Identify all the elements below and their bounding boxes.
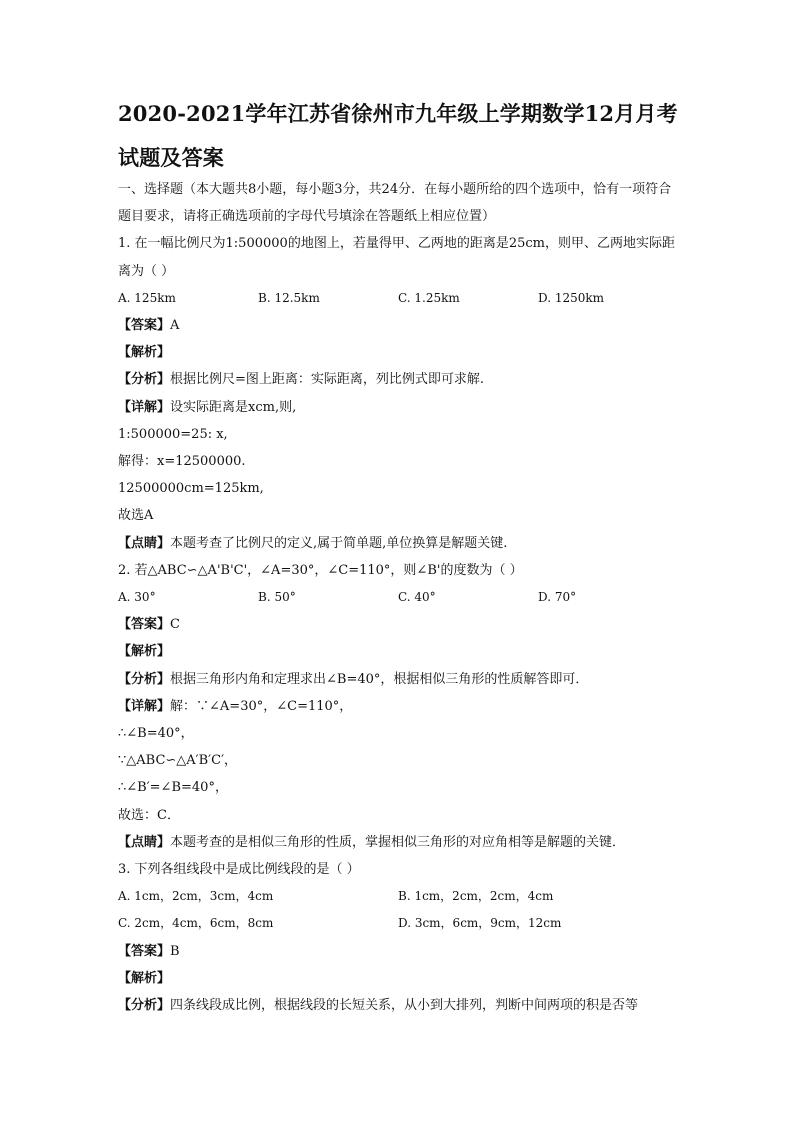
answer-line xyxy=(118,611,678,638)
xiangjie-line xyxy=(118,394,678,421)
answer-tag: 【答案】 xyxy=(118,617,171,633)
question-3-options-row-2 xyxy=(118,910,678,937)
dianjing-tag: 【点睛】 xyxy=(118,834,171,850)
option-c: C. 2cm，4cm，6cm，8cm xyxy=(118,916,274,931)
dianjing-line xyxy=(118,829,678,856)
xiangjie-tag: 【详解】 xyxy=(118,698,171,714)
section-heading: 一、选择题（本大题共8小题，每小题3分，共24分．在每小题所给的四个选项中，恰有一项符合题目要求，请将正确选项前的字母代号填涂在答题纸上相应位置） xyxy=(118,182,672,225)
option-a: A. 30° xyxy=(118,590,156,605)
solution-step: 故选：C． xyxy=(118,807,180,823)
analysis-tag: 【解析】 xyxy=(118,970,171,986)
answer-value: C xyxy=(170,617,180,633)
option-a: A. 1cm，2cm，3cm，4cm xyxy=(118,889,274,904)
xiangjie-line xyxy=(118,693,678,720)
option-c: C. 40° xyxy=(398,590,436,605)
fenxi-line xyxy=(118,666,678,693)
answer-tag: 【答案】 xyxy=(118,943,171,959)
fenxi-text: 根据三角形内角和定理求出∠B=40°，根据相似三角形的性质解答即可． xyxy=(170,671,589,687)
answer-line xyxy=(118,312,678,339)
solution-step: ∵△ABC∽△A′B′C′， xyxy=(118,753,238,769)
xiangjie-text: 解：∵∠A=30°，∠C=110°， xyxy=(170,698,353,714)
xiangjie-tag: 【详解】 xyxy=(118,399,171,415)
analysis-tag: 【解析】 xyxy=(118,644,171,660)
answer-line xyxy=(118,938,678,965)
option-c: C. 1.25km xyxy=(398,290,460,305)
solution-step: 故选A xyxy=(118,508,154,524)
fenxi-text: 根据比例尺=图上距离：实际距离，列比例式即可求解. xyxy=(170,372,485,388)
answer-value: B xyxy=(170,943,180,959)
document-title: 2020-2021学年江苏省徐州市九年级上学期数学12月月考试题及答案 xyxy=(118,101,678,170)
document-body xyxy=(118,176,678,1019)
fenxi-tag: 【分析】 xyxy=(118,998,171,1014)
option-d: D. 1250km xyxy=(538,290,605,305)
fenxi-text: 四条线段成比例，根据线段的长短关系，从小到大排列，判断中间两项的积是否等 xyxy=(170,998,639,1014)
dianjing-line xyxy=(118,530,678,557)
answer-value: A xyxy=(170,318,180,334)
solution-step: ∴∠B′=∠B=40°， xyxy=(118,780,228,796)
answer-tag: 【答案】 xyxy=(118,318,171,334)
question-2-options xyxy=(118,584,678,611)
option-b: B. 1cm，2cm，2cm，4cm xyxy=(398,889,554,904)
dianjing-tag: 【点睛】 xyxy=(118,535,171,551)
solution-step: ∴∠B=40°， xyxy=(118,726,194,742)
option-d: D. 3cm，6cm，9cm，12cm xyxy=(398,916,562,931)
fenxi-tag: 【分析】 xyxy=(118,372,171,388)
fenxi-line xyxy=(118,992,678,1019)
question-3-options-row-1 xyxy=(118,883,678,910)
question-2-stem: 2. 若△ABC∽△A'B'C'，∠A=30°，∠C=110°，则∠B'的度数为（ ） xyxy=(118,562,523,578)
analysis-tag: 【解析】 xyxy=(118,345,171,361)
solution-step: 解得：x=12500000. xyxy=(118,454,246,470)
fenxi-line xyxy=(118,366,678,393)
dianjing-text: 本题考查了比例尺的定义,属于简单题,单位换算是解题关键. xyxy=(170,535,508,551)
question-3-stem: 3. 下列各组线段中是成比例线段的是（ ） xyxy=(118,862,360,878)
dianjing-text: 本题考查的是相似三角形的性质，掌握相似三角形的对应角相等是解题的关键． xyxy=(170,834,626,850)
solution-step: 12500000cm=125km, xyxy=(118,481,264,497)
fenxi-tag: 【分析】 xyxy=(118,671,171,687)
solution-step: 1:500000=25: x, xyxy=(118,426,228,442)
option-a: A. 125km xyxy=(118,290,176,305)
option-b: B. 12.5km xyxy=(258,290,320,305)
option-b: B. 50° xyxy=(258,590,296,605)
option-d: D. 70° xyxy=(538,590,577,605)
question-1-options xyxy=(118,285,678,312)
question-1-stem: 1. 在一幅比例尺为1:500000的地图上，若量得甲、乙两地的距离是25cm，则甲、乙两地实际距离为（ ） xyxy=(118,236,675,279)
xiangjie-text: 设实际距离是xcm,则, xyxy=(170,399,297,415)
